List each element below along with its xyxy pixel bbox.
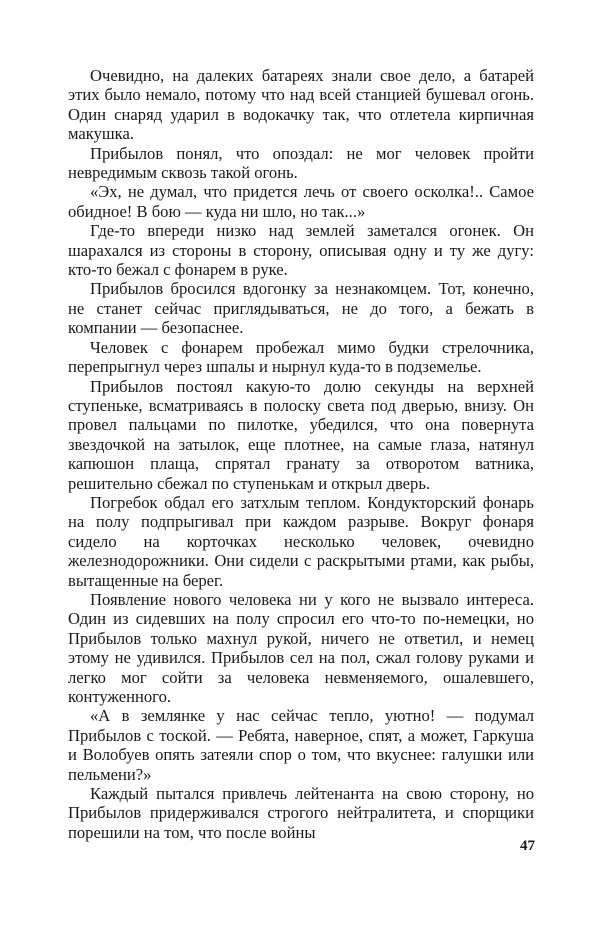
paragraph: Прибылов бросился вдогонку за незнакомцем. Тот, конечно, не станет сейчас приглядываться, не до того, а бежать в компании — безопаснее. — [68, 279, 534, 338]
paragraph: Появление нового человека ни у кого не вызвало интереса. Один из сидевших на полу спросил его что-то по-немецки, но Прибылов только махнул рукой, ничего не ответил, и немец этому не удивился. Прибылов сел на пол, сжал голову руками и легко мог сойти за человека невменяемого, ошалевшего, контуженного. — [68, 589, 534, 706]
paragraph: Человек с фонарем пробежал мимо будки стрелочника, перепрыгнул через шпалы и нырнул куда-то в подземелье. — [68, 337, 534, 377]
paragraph: Каждый пытался привлечь лейтенанта на свою сторону, но Прибылов придерживался строгого нейтралитета, и спорщики порешили на том, что после войны — [68, 784, 534, 842]
page-number: 47 — [520, 838, 535, 854]
body-text — [68, 66, 534, 842]
paragraph: Прибылов постоял какую-то долю секунды на верхней ступеньке, всматриваясь в полоску света под дверью, внизу. Он провел пальцами по пилотке, убедился, что она повернута звездочкой на затылок, еще плотнее, на самые глаза, натянул капюшон плаща, спрятал гранату за отворотом ватника, решительно сбежал по ступенькам и открыл дверь. — [68, 376, 534, 493]
paragraph: Погребок обдал его затхлым теплом. Кондукторский фонарь на полу подпрыгивал при каждом разрыве. Вокруг фонаря сидело на корточках несколько человек, очевидно железнодорожники. Они сидели с раскрытыми ртами, как рыбы, вытащенные на берег. — [68, 492, 534, 590]
paragraph: Очевидно, на далеких батареях знали свое дело, а батарей этих было немало, потому что над всей станцией бушевал огонь. Один снаряд ударил в водокачку так, что отлетела кирпичная макушка. — [68, 66, 534, 144]
paragraph: Где-то впереди низко над землей заметался огонек. Он шарахался из стороны в сторону, описывая одну и ту же дугу: кто-то бежал с фонарем в руке. — [68, 221, 534, 280]
paragraph: «А в землянке у нас сейчас тепло, уютно! — подумал Прибылов с тоской. — Ребята, наверное, спят, а может, Гаркуша и Волобуев опять затеяли спор о том, что вкуснее: галушки или пельмени?» — [68, 706, 534, 784]
paragraph: «Эх, не думал, что придется лечь от своего осколка!.. Самое обидное! В бою — куда ни шло, но так...» — [68, 182, 534, 221]
paragraph: Прибылов понял, что опоздал: не мог человек пройти невредимым сквозь такой огонь. — [68, 143, 534, 183]
book-page — [68, 66, 534, 926]
